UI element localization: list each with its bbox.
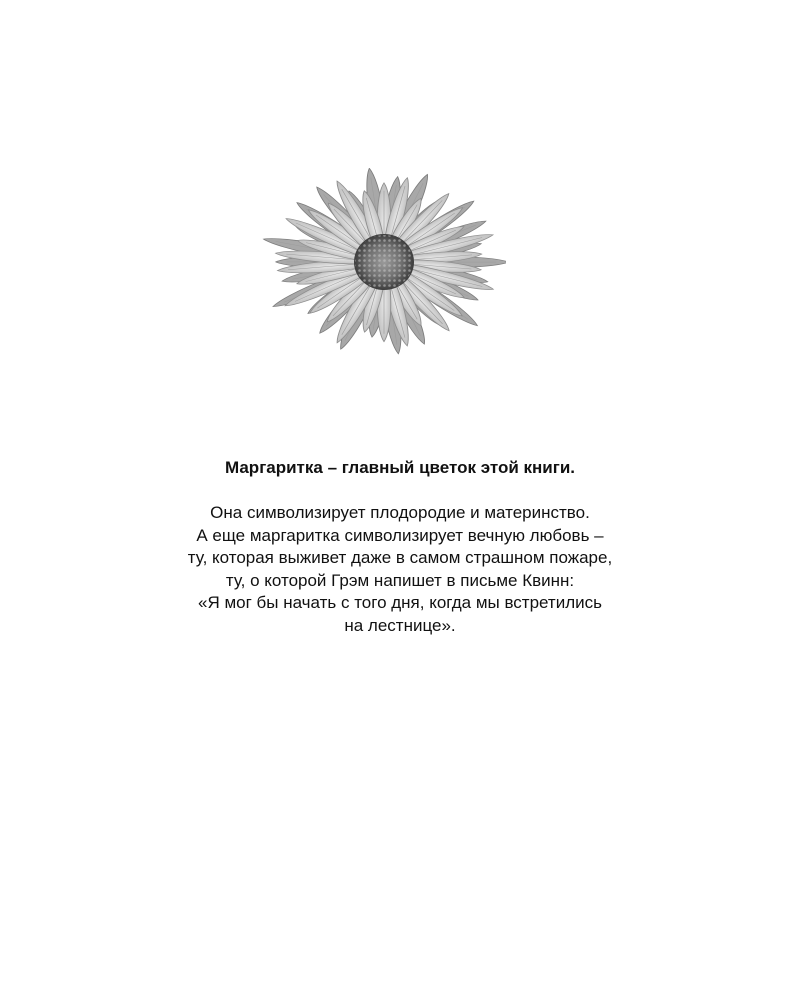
caption-line: Она символизирует плодородие и материнство.: [210, 503, 590, 522]
caption-block: [80, 457, 720, 638]
caption-line: ту, которая выживет даже в самом страшном пожаре,: [187, 548, 613, 568]
caption-heading: Маргаритка – главный цветок этой книги.: [224, 458, 576, 477]
daisy-illustration: [262, 168, 506, 368]
caption-line: «Я мог бы начать с того дня, когда мы встретились: [198, 593, 602, 613]
caption-body: [80, 502, 720, 638]
daisy-center-texture: [355, 235, 413, 289]
daisy-icon: [262, 168, 506, 368]
caption-line: на лестнице».: [344, 615, 456, 635]
caption-line: А еще маргаритка символизирует вечную любовь –: [196, 525, 604, 545]
caption-line: ту, о которой Грэм напишет в письме Квинн:: [225, 570, 575, 590]
